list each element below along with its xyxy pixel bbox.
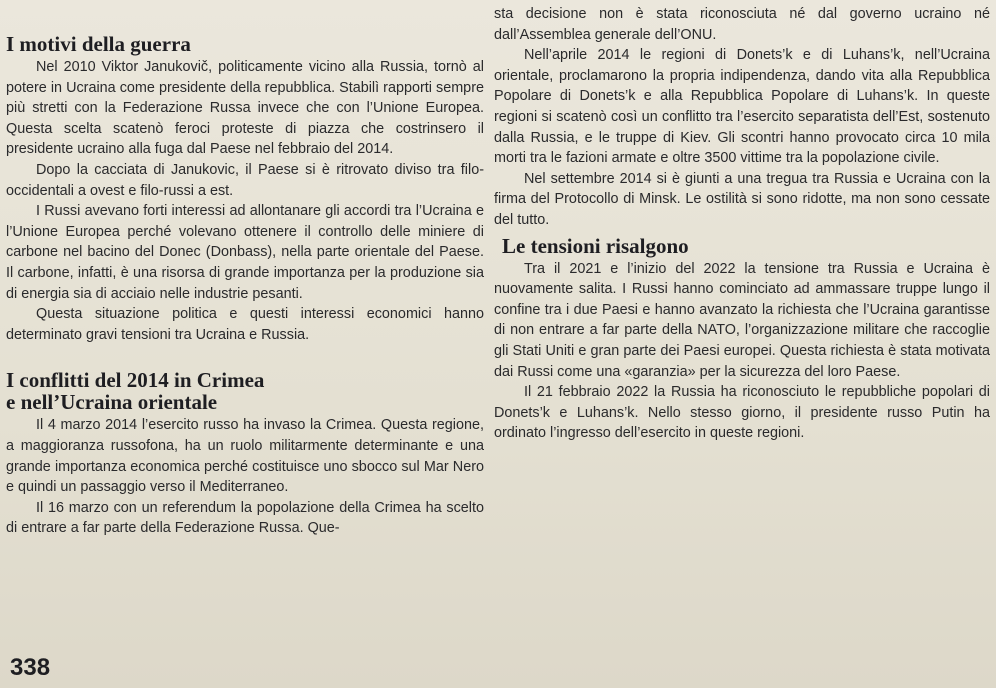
continuation-paragraph: sta decisione non è stata riconosciuta né dal governo ucraino né dall’Assemblea generale dell’ONU. [494, 6, 990, 43]
tension-paragraph-1: Tra il 2021 e l’inizio del 2022 la tensione tra Russia e Ucraina è nuovamente salita. I Russi hanno cominciato ad ammassare truppe lungo il confine tra i due Paesi e hanno avanzato la richiesta che l’Ucraina garantisse di non entrare a far parte della NATO, l’organizzazione militare che raccoglie gli Stati Uniti e gran parte dei Paesi europei. Questa richiesta è stata motivata dai Russi come una «garanzia» per la sicurezza del loro Paese. [494, 260, 990, 380]
heading-crimea-line-1: I conflitti del 2014 in Crimea [6, 368, 265, 393]
war-paragraph-3: I Russi avevano forti interessi ad allontanare gli accordi tra l’Ucraina e l’Unione Europea perché volevano ottenere il controllo delle miniere di carbone nel bacino del Donec (Donbass), nella parte orientale del Paese. Il carbone, infatti, è una risorsa di grande importanza per la produzione sia di energia sia di acciaio nelle industrie pesanti. [6, 203, 484, 302]
tension-paragraph-2: Il 21 febbraio 2022 la Russia ha riconosciuto le repubbliche popolari di Donets’k e Luhans’k. Nello stesso giorno, il presidente russo Putin ha ordinato l’ingresso dell’esercito in queste regioni. [494, 384, 990, 442]
war-paragraph-1: Nel 2010 Viktor Janukovič, politicamente vicino alla Russia, tornò al potere in Ucraina come presidente della repubblica. Stabilì rapporti sempre più stretti con la Federazione Russa invece che con l’Unione Europea. Questa scelta scatenò feroci proteste di piazza che costrinsero il presidente ucraino alla fuga dal Paese nel febbraio del 2014. [6, 59, 484, 158]
minsk-paragraph: Nel settembre 2014 si è giunti a una tregua tra Russia e Ucraina con la firma del Protocollo di Minsk. Le ostilità si sono ridotte, ma non sono cessate del tutto. [494, 170, 990, 228]
war-paragraph-2: Dopo la cacciata di Janukovic, il Paese si è ritrovato diviso tra filo-occidentali a ovest e filo-russi a est. [6, 161, 484, 199]
heading-crimea-conflicts [6, 369, 484, 413]
war-paragraph-4: Questa situazione politica e questi interessi economici hanno determinato gravi tensioni tra Ucraina e Russia. [6, 306, 484, 343]
left-column [6, 4, 484, 539]
donbass-paragraph: Nell’aprile 2014 le regioni di Donets’k e di Luhans’k, nell’Ucraina orientale, proclamarono la propria indipendenza, dando vita alla Repubblica Popolare di Donets’k e alla Repubblica Popolare di Luhans’k. In queste regioni si scatenò così un conflitto tra l’esercito separatista dell’Est, sostenuto dalla Russia, e le truppe di Kiev. Gli scontri hanno provocato circa 10 mila morti tra le fazioni armate e oltre 3500 vittime tra la popolazione civile. [494, 47, 990, 167]
heading-war-causes: I motivi della guerra [6, 32, 191, 56]
crimea-paragraph-1: Il 4 marzo 2014 l’esercito russo ha invaso la Crimea. Questa regione, a maggioranza russofona, ha un ruolo militarmente determinante e una grande importanza economica perché costituisce uno sbocco sul Mar Nero e quindi un passaggio verso il Mediterraneo. [6, 417, 484, 496]
crimea-paragraph-2: Il 16 marzo con un referendum la popolazione della Crimea ha scelto di entrare a far parte della Federazione Russa. Que- [6, 499, 484, 537]
right-column [494, 4, 990, 444]
page-number: 338 [10, 654, 51, 681]
heading-tensions-rise: Le tensioni risalgono [502, 233, 689, 258]
heading-crimea-line-2: e nell’Ucraina orientale [6, 390, 218, 415]
